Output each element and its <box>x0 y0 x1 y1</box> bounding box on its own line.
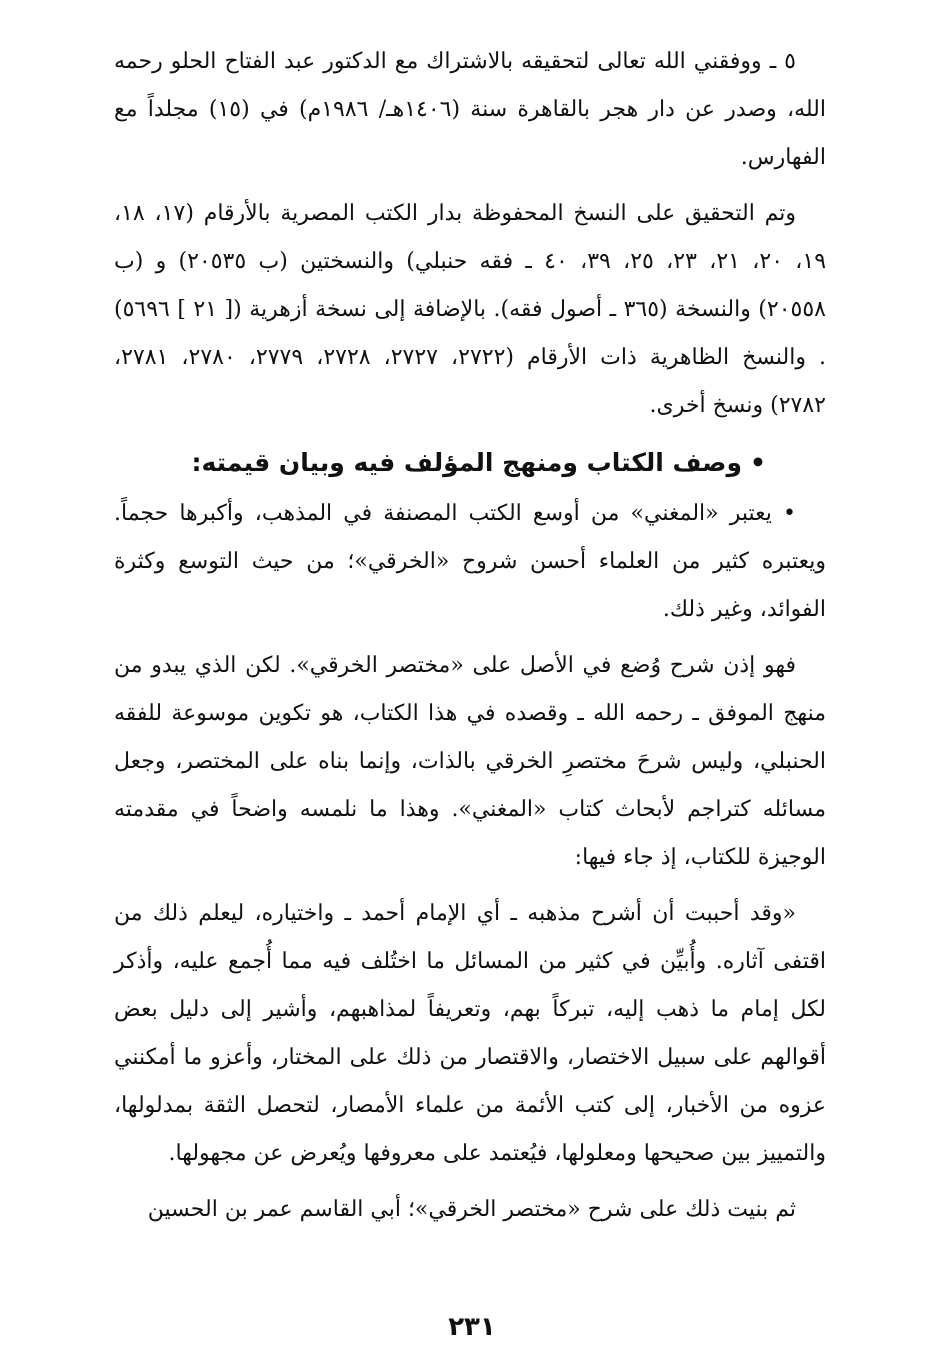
description-paragraph: • يعتبر «المغني» من أوسع الكتب المصنفة في المذهب، وأكبرها حجماً. ويعتبره كثير من العلماء أحسن شروح «الخرقي»؛ من حيث التوسع وكثرة الفوائد، وغير ذلك. <box>114 501 826 622</box>
bullet-icon: • <box>750 448 766 477</box>
page-number: ٢٣١ <box>448 1312 496 1342</box>
closing-paragraph: ثم بنيت ذلك على شرح «مختصر الخرقي»؛ أبي القاسم عمر بن الحسين <box>147 1197 796 1222</box>
item5-paragraph: ٥ ـ ووفقني الله تعالى لتحقيقه بالاشتراك مع الدكتور عبد الفتاح الحلو رحمه الله، وصدر عن دار هجر بالقاهرة سنة (١٤٠٦هـ/ ١٩٨٦م) في (١٥) مجلداً مع الفهارس. <box>114 49 826 170</box>
section-heading <box>114 438 826 488</box>
book-page-body <box>114 38 826 1242</box>
quote-paragraph: «وقد أحببت أن أشرح مذهبه ـ أي الإمام أحمد ـ واختياره، ليعلم ذلك من اقتفى آثاره. وأُبيِّن في كثير من المسائل ما اختُلف فيه مما أُجمع عليه، وأذكر لكل إمام ما ذهب إليه، تبركاً بهم، وتعريفاً لمذاهبهم، وأشير إلى دليل بعض أقوالهم على سبيل الاختصار، والاقتصار من ذلك على المختار، وأعزو ما أمكنني عزوه من الأخبار، إلى كتب الأئمة من علماء الأمصار، لتحصل الثقة بمدلولها، والتمييز بين صحيحها ومعلولها، فيُعتمد على معروفها ويُعرض عن مجهولها. <box>114 901 826 1166</box>
section-heading-text: وصف الكتاب ومنهج المؤلف فيه وبيان قيمته: <box>191 448 743 477</box>
method-paragraph: فهو إذن شرح وُضع في الأصل على «مختصر الخرقي». لكن الذي يبدو من منهج الموفق ـ رحمه الله ـ وقصده في هذا الكتاب، هو تكوين موسوعة للفقه الحنبلي، وليس شرحَ مختصرِ الخرقي بالذات، وإنما بناه على المختصر، وجعل مسائله كتراجم لأبحاث كتاب «المغني». وهذا ما نلمسه واضحاً في مقدمته الوجيزة للكتاب، إذ جاء فيها: <box>114 653 826 870</box>
manuscripts-paragraph: وتم التحقيق على النسخ المحفوظة بدار الكتب المصرية بالأرقام (١٧، ١٨، ١٩، ٢٠، ٢١، ٢٣، ٢٥، ٣٩، ٤٠ ـ فقه حنبلي) والنسختين (ب ٢٠٥٣٥) و (ب ٢٠٥٥٨) والنسخة (٣٦٥ ـ أصول فقه). بالإضافة إلى نسخة أزهرية ([ ٢١ ] ٥٦٩٦) . والنسخ الظاهرية ذات الأرقام (٢٧٢٢، ٢٧٢٧، ٢٧٢٨، ٢٧٧٩، ٢٧٨٠، ٢٧٨١، ٢٧٨٢) ونسخ أخرى. <box>114 201 827 418</box>
